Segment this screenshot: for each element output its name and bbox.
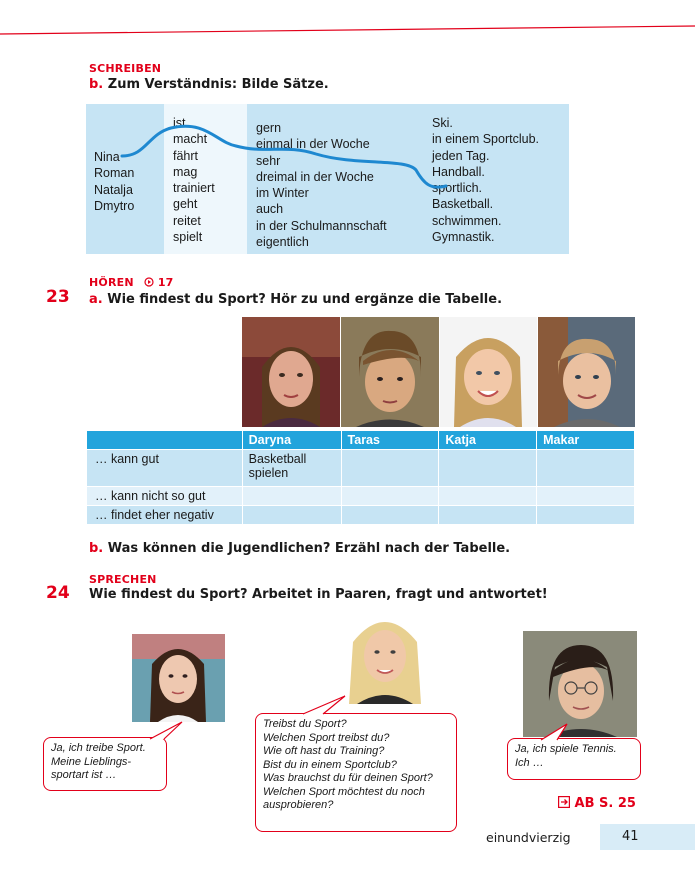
photo-woman-center	[337, 608, 433, 704]
sport-table	[86, 430, 635, 525]
adverb-item: gern	[256, 121, 282, 135]
exercise-24-heading: Wie findest du Sport? Arbeitet in Paaren, fragt und antwortet!	[89, 587, 548, 602]
arrow-box-icon	[558, 796, 575, 811]
ending-item: Handball.	[432, 164, 485, 179]
photo-katja	[440, 317, 537, 427]
table-header-row	[87, 431, 635, 450]
speech-bubble-center	[255, 713, 457, 832]
table-cell[interactable]	[537, 487, 635, 506]
top-red-line	[0, 0, 695, 36]
photo-daryna	[242, 317, 340, 427]
table-cell[interactable]	[341, 487, 439, 506]
section-label-hoeren	[89, 276, 174, 289]
verb-item: macht	[173, 132, 208, 147]
page-number: 41	[622, 829, 639, 844]
bubble-line: sportart ist …	[51, 769, 117, 781]
ending-item: Ski.	[432, 116, 453, 130]
verb-item: fährt	[173, 148, 199, 163]
table-cell[interactable]	[341, 506, 439, 525]
ending-item: Gymnastik.	[432, 230, 495, 245]
verb-item: trainiert	[173, 181, 215, 196]
exercise-23a-heading	[89, 292, 502, 307]
exercise-b-heading	[89, 77, 329, 92]
adverb-item: auch	[256, 202, 284, 217]
ending-item: jeden Tag.	[432, 148, 490, 163]
ending-item: sportlich.	[432, 181, 483, 196]
name-item: Nina	[94, 150, 120, 164]
table-row	[87, 506, 635, 525]
workbook-reference-text: AB S. 25	[574, 796, 636, 811]
adverb-item: einmal in der Woche	[256, 137, 370, 152]
name-item: Roman	[94, 166, 135, 181]
bubble-line: Welchen Sport möchtest du noch	[263, 785, 425, 798]
row-label: … kann nicht so gut	[87, 487, 243, 506]
table-header-cell: Taras	[341, 431, 439, 450]
photo-makar	[538, 317, 635, 427]
exercise-instruction: Zum Verständnis: Bilde Sätze.	[107, 77, 329, 92]
table-header-cell: Makar	[537, 431, 635, 450]
adverb-item: dreimal in der Woche	[256, 169, 374, 184]
table-cell[interactable]: Basketball spielen	[242, 450, 341, 487]
photo-girl-left	[132, 634, 225, 722]
exercise-number-24: 24	[46, 583, 70, 603]
row-label: … findet eher negativ	[87, 506, 243, 525]
sentence-builder-table	[86, 104, 569, 254]
exercise-23b-heading	[89, 541, 510, 556]
table-header-cell: Katja	[439, 431, 537, 450]
exercise-instruction: Wie findest du Sport? Hör zu und ergänze die Tabelle.	[107, 292, 503, 307]
ending-item: Basketball.	[432, 197, 494, 212]
bubble-line: Treibst du Sport?	[263, 718, 347, 730]
section-label-schreiben: SCHREIBEN	[89, 62, 162, 75]
adverb-item: eigentlich	[256, 235, 309, 250]
page-number-box	[600, 824, 695, 850]
exercise-number-23: 23	[46, 287, 70, 307]
table-header-empty	[87, 431, 243, 450]
adverb-item: im Winter	[256, 186, 309, 201]
verb-item: reitet	[173, 213, 201, 228]
verb-item: mag	[173, 164, 198, 179]
table-cell[interactable]	[341, 450, 439, 487]
bubble-line: Ich …	[515, 756, 544, 769]
table-row	[87, 450, 635, 487]
adverb-item: sehr	[256, 153, 281, 168]
bubble-tail-center	[295, 694, 355, 716]
table-cell[interactable]	[439, 506, 537, 525]
audio-track-icon[interactable]	[144, 276, 158, 289]
bubble-tail-left	[140, 718, 190, 752]
bubble-line: Welchen Sport treibst du?	[263, 731, 390, 744]
table-header-cell: Daryna	[242, 431, 341, 450]
verb-item: spielt	[173, 230, 203, 245]
speech-bubble-right	[507, 738, 641, 780]
adverb-item: in der Schulmannschaft	[256, 218, 387, 233]
bubble-line: Meine Lieblings-	[51, 755, 132, 768]
table-cell[interactable]	[537, 450, 635, 487]
row-label: … kann gut	[87, 450, 243, 487]
bubble-line: ausprobieren?	[263, 799, 334, 811]
table-cell[interactable]	[537, 506, 635, 525]
photo-taras	[341, 317, 439, 427]
exercise-letter: b.	[89, 541, 104, 556]
bubble-line: Was brauchst du für deinen Sport?	[263, 772, 433, 784]
ending-item: schwimmen.	[432, 213, 502, 228]
verb-item: ist	[173, 116, 186, 130]
page-number-word: einundvierzig	[486, 830, 571, 845]
table-cell[interactable]	[242, 487, 341, 506]
hoeren-label: HÖREN	[89, 276, 134, 289]
section-label-sprechen: SPRECHEN	[89, 573, 157, 586]
exercise-letter: b.	[89, 77, 104, 92]
exercise-instruction: Was können die Jugendlichen? Erzähl nach der Tabelle.	[107, 541, 511, 556]
workbook-reference[interactable]	[558, 796, 636, 811]
table-cell[interactable]	[439, 450, 537, 487]
bubble-tail-right	[535, 722, 575, 742]
audio-track-number: 17	[157, 276, 174, 289]
name-item: Dmytro	[94, 198, 135, 213]
exercise-letter: a.	[89, 292, 103, 307]
bubble-line: Bist du in einem Sportclub?	[263, 758, 397, 771]
name-item: Natalja	[94, 182, 133, 197]
verb-item: geht	[173, 197, 198, 212]
ending-item: in einem Sportclub.	[432, 132, 540, 147]
bubble-line: Ja, ich treibe Sport.	[51, 742, 146, 754]
table-cell[interactable]	[242, 506, 341, 525]
table-row	[87, 487, 635, 506]
bubble-line: Wie oft hast du Training?	[263, 745, 385, 757]
table-cell[interactable]	[439, 487, 537, 506]
bubble-line: Ja, ich spiele Tennis.	[515, 743, 617, 755]
example-connecting-line	[86, 104, 569, 254]
